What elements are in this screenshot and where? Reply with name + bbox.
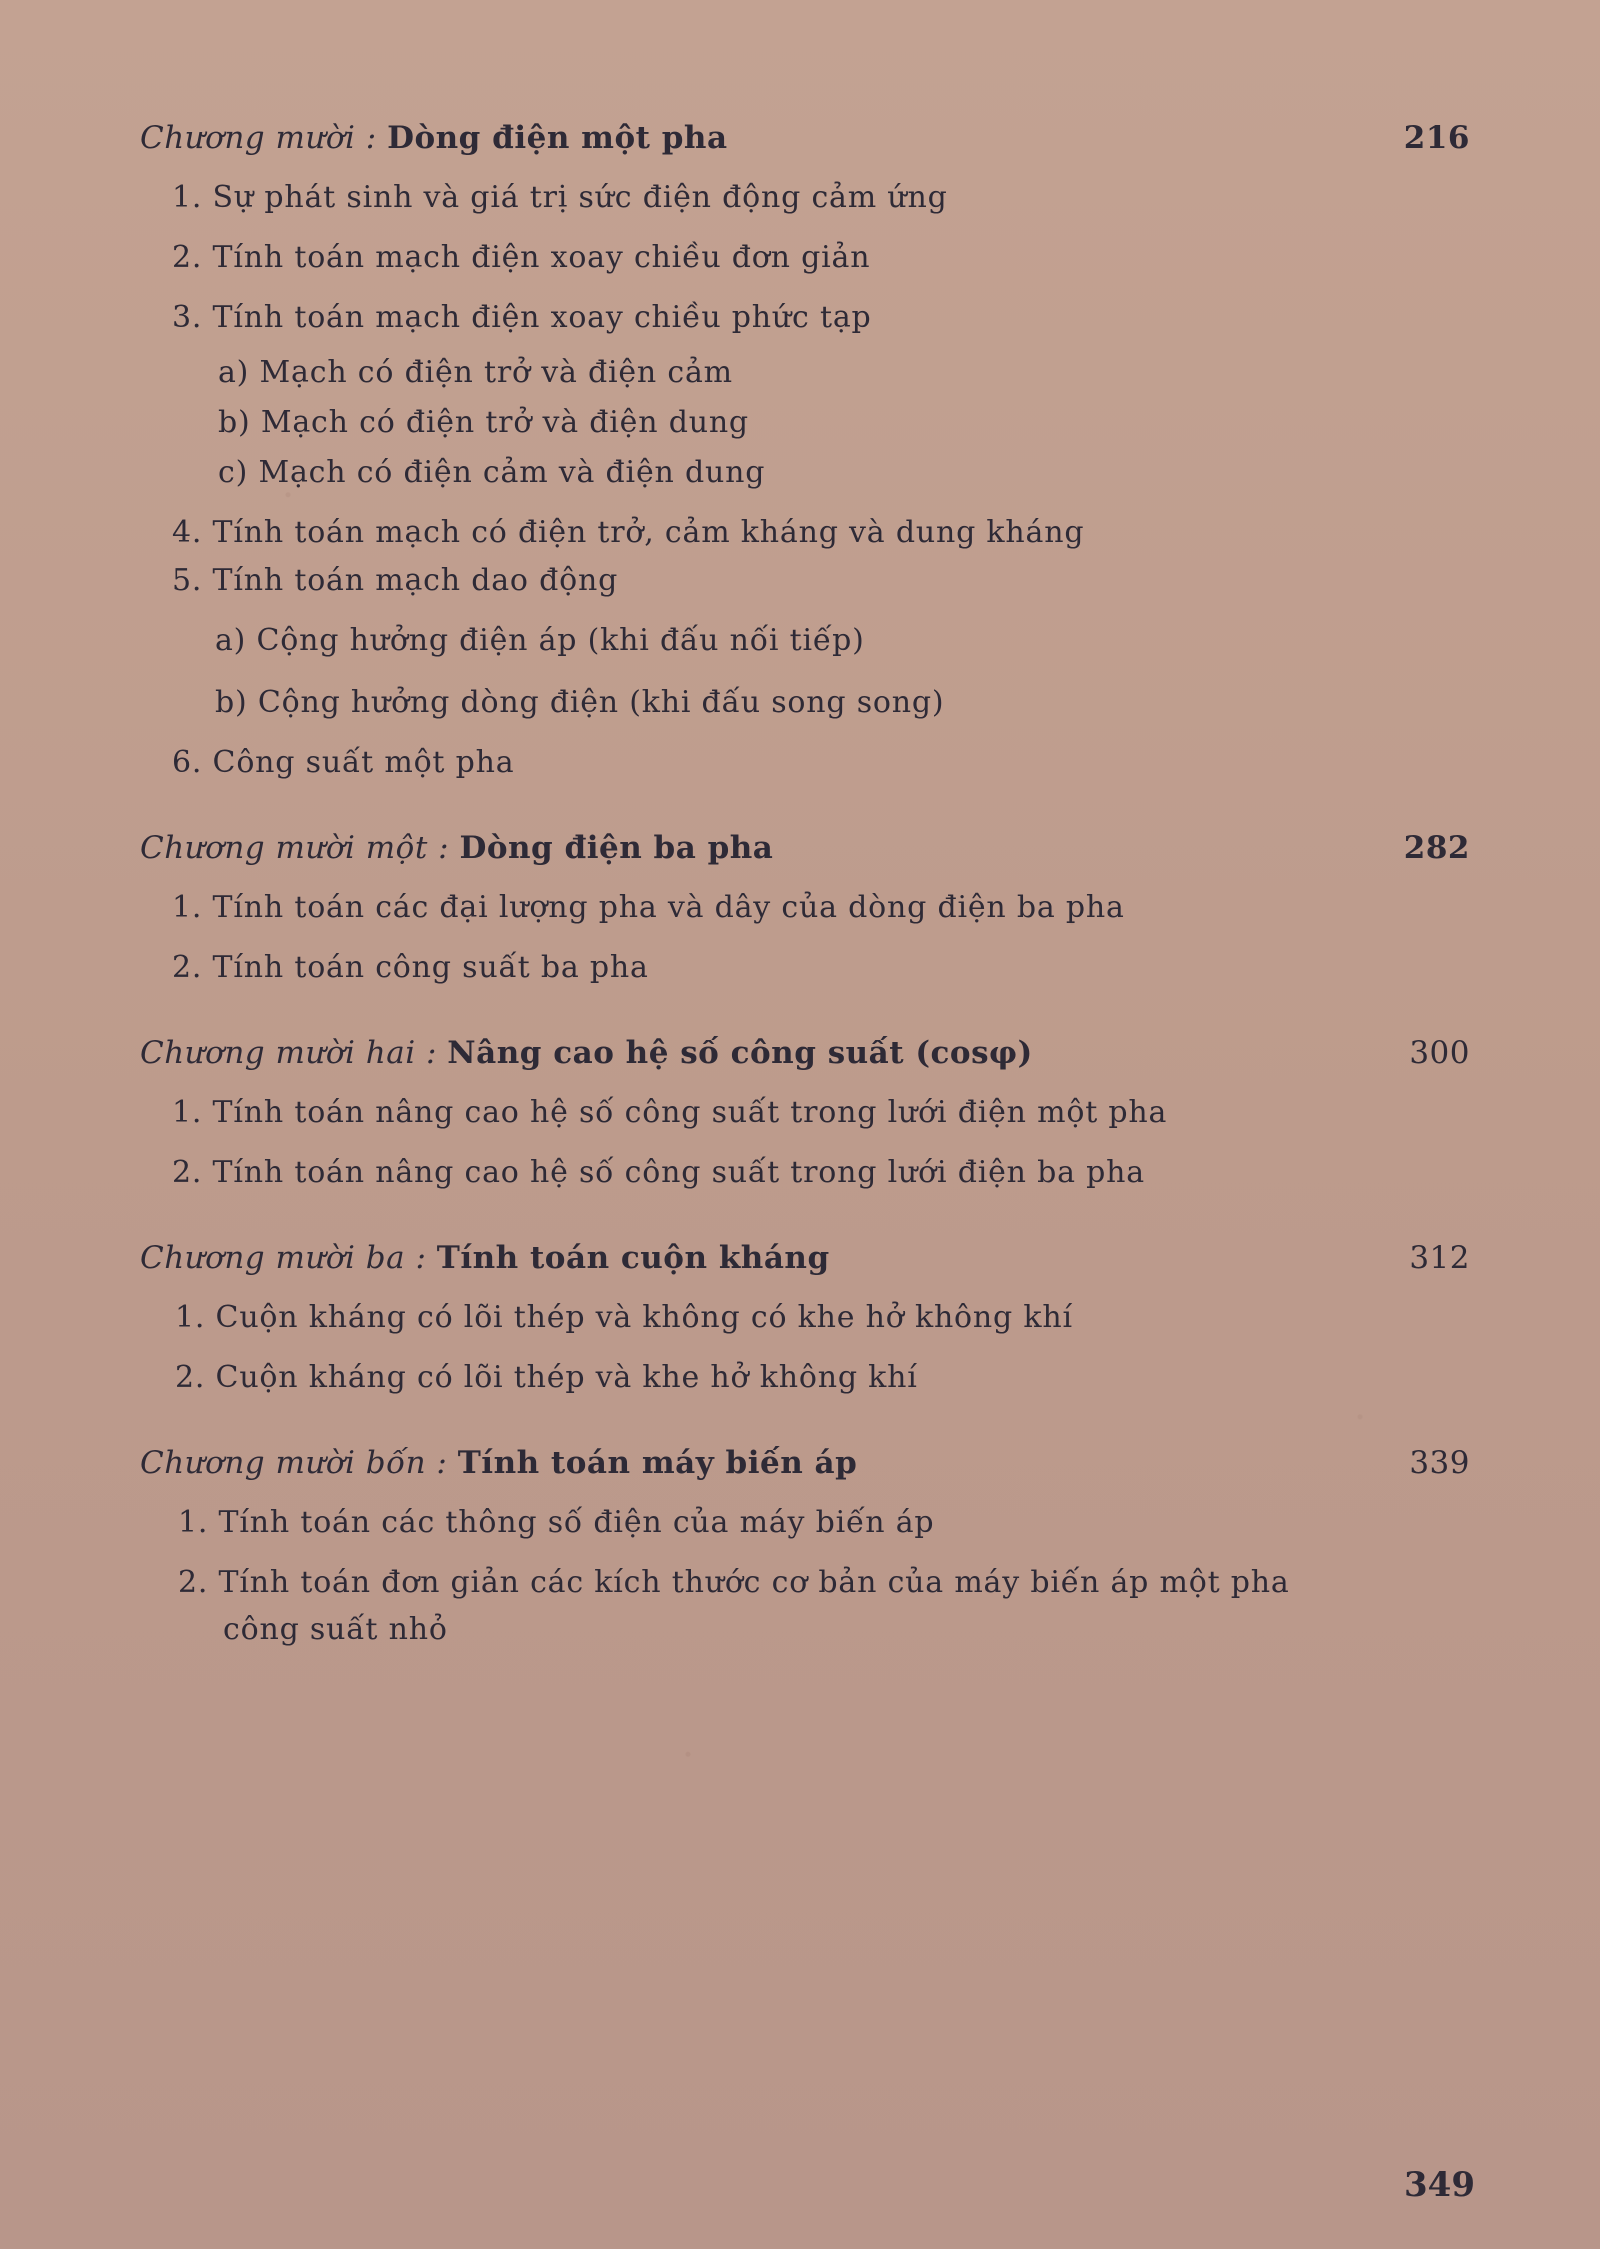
- chapter-page: 282: [1403, 830, 1470, 866]
- toc-item: 2. Tính toán đơn giản các kích thước cơ bản của máy biến áp một pha: [178, 1565, 1290, 1600]
- chapter-label: Chương mười bốn :: [140, 1445, 448, 1481]
- chapter-heading: [140, 1445, 1470, 1481]
- toc-item-continuation: công suất nhỏ: [223, 1612, 448, 1647]
- toc-subitem: b) Cộng hưởng dòng điện (khi đấu song song): [215, 685, 945, 720]
- chapter-title: Dòng điện một pha: [387, 120, 728, 156]
- toc-item: 3. Tính toán mạch điện xoay chiều phức tạp: [172, 300, 872, 335]
- toc-item: 1. Tính toán các đại lượng pha và dây của dòng điện ba pha: [172, 890, 1125, 925]
- toc-item: 4. Tính toán mạch có điện trở, cảm kháng và dung kháng: [172, 515, 1085, 550]
- toc-item: 2. Tính toán công suất ba pha: [172, 950, 649, 985]
- chapter-heading: [140, 1240, 1470, 1276]
- toc-item: 2. Tính toán mạch điện xoay chiều đơn giản: [172, 240, 871, 275]
- toc-item: 1. Cuộn kháng có lõi thép và không có khe hở không khí: [175, 1300, 1073, 1335]
- chapter-page: 339: [1409, 1445, 1470, 1481]
- chapter-heading: [140, 830, 1470, 866]
- toc-item: 1. Sự phát sinh và giá trị sức điện động cảm ứng: [172, 180, 948, 215]
- chapter-label: Chương mười ba :: [140, 1240, 427, 1276]
- toc-subitem: c) Mạch có điện cảm và điện dung: [218, 455, 766, 490]
- toc-item: 1. Tính toán nâng cao hệ số công suất trong lưới điện một pha: [172, 1095, 1168, 1130]
- toc-item: 2. Tính toán nâng cao hệ số công suất trong lưới điện ba pha: [172, 1155, 1145, 1190]
- toc-item: 5. Tính toán mạch dao động: [172, 563, 619, 598]
- toc-item: 1. Tính toán các thông số điện của máy biến áp: [178, 1505, 935, 1540]
- toc-item: 6. Công suất một pha: [172, 745, 515, 780]
- page-number: 349: [1404, 2165, 1475, 2205]
- chapter-page: 216: [1403, 120, 1470, 156]
- toc-subitem: a) Cộng hưởng điện áp (khi đấu nối tiếp): [215, 623, 865, 658]
- chapter-label: Chương mười hai :: [140, 1035, 437, 1071]
- chapter-title: Tính toán máy biến áp: [457, 1445, 858, 1481]
- chapter-page: 312: [1409, 1240, 1470, 1276]
- chapter-label: Chương mười một :: [140, 830, 450, 866]
- chapter-title: Nâng cao hệ số công suất (cosφ): [447, 1035, 1033, 1071]
- chapter-title: Dòng điện ba pha: [459, 830, 774, 866]
- toc-item: 2. Cuộn kháng có lõi thép và khe hở không khí: [175, 1360, 918, 1395]
- chapter-label: Chương mười :: [140, 120, 377, 156]
- toc-subitem: a) Mạch có điện trở và điện cảm: [218, 355, 733, 390]
- toc-subitem: b) Mạch có điện trở và điện dung: [218, 405, 749, 440]
- chapter-heading: [140, 120, 1470, 156]
- chapter-page: 300: [1409, 1035, 1470, 1071]
- chapter-heading: [140, 1035, 1470, 1071]
- chapter-title: Tính toán cuộn kháng: [436, 1240, 830, 1276]
